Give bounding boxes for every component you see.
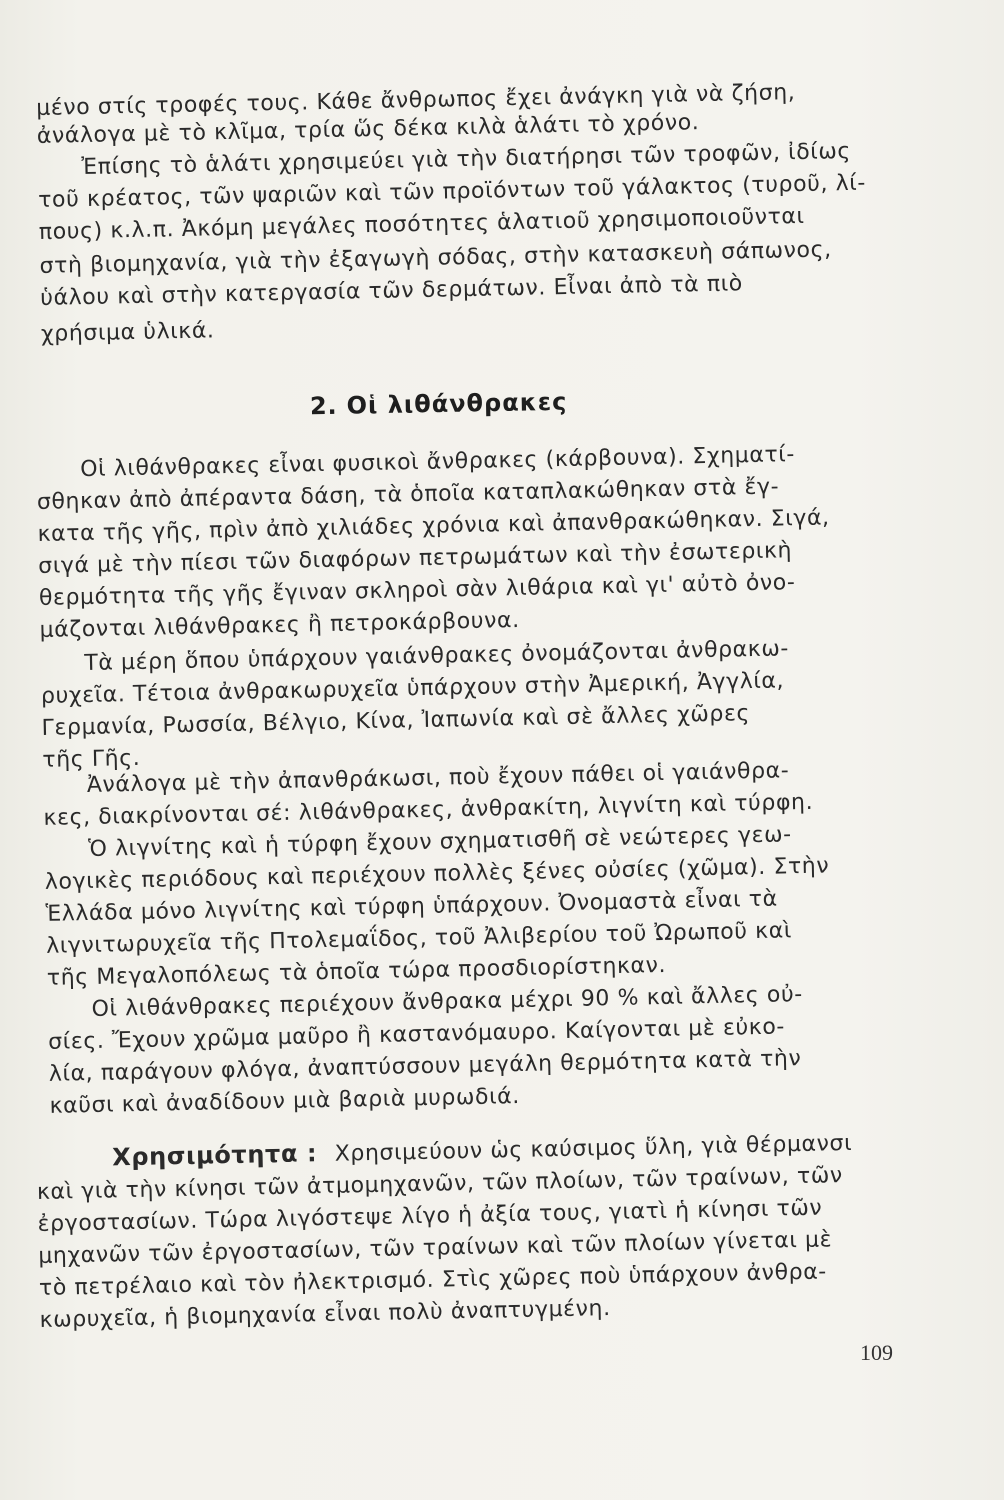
- text-line: μένο στίς τροφές τους. Κάθε ἄνθρωπος ἔχει ἀνάγκη γιὰ νὰ ζήση,: [36, 80, 796, 121]
- text-line: κωρυχεῖα, ἡ βιομηχανία εἶναι πολὺ ἀναπτυγμένη.: [39, 1296, 611, 1333]
- text-line: πους) κ.λ.π. Ἀκόμη μεγάλες ποσότητες ἁλατιοῦ χρησιμοποιοῦνται: [38, 203, 805, 245]
- section-title: Οἱ λιθάνθρακες: [346, 387, 568, 420]
- usefulness-paragraph: [36, 1128, 896, 1333]
- text-line: λογικὲς περιόδους καὶ περιέχουν πολλὲς ξένες οὐσίες (χῶμα). Στὴν: [44, 853, 830, 895]
- text-line: Γερμανία, Ρωσσία, Βέλγιο, Κίνα, Ἰαπωνία καὶ σὲ ἄλλες χῶρες: [41, 701, 751, 741]
- text-line: λία, παράγουν φλόγα, ἀναπτύσσουν μεγάλη θερμότητα κατὰ τὴν: [48, 1046, 802, 1087]
- text-line: σίες. Ἔχουν χρῶμα μαῦρο ἢ καστανόμαυρο. Καίγονται μὲ εὐκο-: [47, 1014, 786, 1055]
- text-line: καῦσι καὶ ἀναδίδουν μιὰ βαριὰ μυρωδιά.: [49, 1084, 521, 1119]
- text-line: χρήσιμα ὑλικά.: [40, 318, 215, 347]
- text-line: τῆς Γῆς.: [42, 745, 141, 773]
- section-heading: [310, 388, 568, 420]
- text-line: ἀνάλογα μὲ τὸ κλῖμα, τρία ὥς δέκα κιλὰ ἁλάτι τὸ χρόνο.: [36, 110, 700, 149]
- text-line: τὸ πετρέλαιο καὶ τὸν ἠλεκτρισμό. Στὶς χῶρες ποὺ ὑπάρχουν ἀνθρα-: [38, 1259, 828, 1301]
- text-line: θερμότητα τῆς γῆς ἔγιναν σκληροὶ σὰν λιθάρια καὶ γι' αὐτὸ ὀνο-: [38, 570, 796, 611]
- text-line: σθηκαν ἀπὸ ἀπέραντα δάση, τὰ ὁποῖα καταπλακώθηκαν στὰ ἔγ-: [36, 474, 780, 515]
- usefulness-first-line: Χρησιμεύουν ὡς καύσιμος ὕλη, γιὰ θέρμανσι: [334, 1130, 853, 1167]
- section-number: 2.: [309, 391, 338, 421]
- text-line: σιγά μὲ τὴν πίεσι τῶν διαφόρων πετρωμάτων καὶ τὴν ἐσωτερικὴ: [38, 538, 793, 579]
- text-line: τοῦ κρέατος, τῶν ψαριῶν καὶ τῶν προϊόντων τοῦ γάλακτος (τυροῦ, λί-: [37, 170, 867, 213]
- text-line: μηχανῶν τῶν ἐργοστασίων, τῶν τραίνων καὶ τῶν πλοίων γίνεται μὲ: [38, 1227, 833, 1269]
- text-line: καὶ γιὰ τὴν κίνησι τῶν ἀτμομηχανῶν, τῶν πλοίων, τῶν τραίνων, τῶν: [36, 1163, 843, 1205]
- text-line: λιγνιτωρυχεῖα τῆς Πτολεμαΐδος, τοῦ Ἀλιβερίου τοῦ Ὠρωποῦ καὶ: [45, 918, 793, 959]
- text-line: μάζονται λιθάνθρακες ἢ πετροκάρβουνα.: [39, 607, 520, 643]
- text-line: Οἱ λιθάνθρακες περιέχουν ἄνθρακα μέχρι 90 % καὶ ἄλλες οὐ-: [91, 982, 804, 1022]
- text-line: κες, διακρίνονται σέ: λιθάνθρακες, ἀνθρακίτη, λιγνίτη καὶ τύρφη.: [43, 789, 814, 831]
- text-line: Τὰ μέρη ὅπου ὑπάρχουν γαιάνθρακες ὀνομάζονται ἀνθρακω-: [84, 636, 790, 677]
- text-line: ἐργοστασίων. Τώρα λιγόστεψε λίγο ἡ ἀξία τους, γιατὶ ἡ κίνησι τῶν: [37, 1195, 823, 1237]
- text-line: ὑάλου καὶ στὴν κατεργασία τῶν δερμάτων. Εἶναι ἀπὸ τὰ πιὸ: [39, 271, 744, 311]
- top-paragraph: [36, 78, 896, 347]
- text-line: Ἀνάλογα μὲ τὴν ἀπανθράκωσι, ποὺ ἔχουν πάθει οἱ γαιάνθρα-: [86, 758, 790, 799]
- page-number: 109: [860, 1340, 893, 1365]
- text-line: κατα τῆς γῆς, πρὶν ἀπὸ χιλιάδες χρόνια καὶ ἀπανθρακώθηκαν. Σιγά,: [37, 505, 830, 547]
- text-line: Ἐπίσης τὸ ἁλάτι χρησιμεύει γιὰ τὴν διατήρησι τῶν τροφῶν, ἰδίως: [81, 138, 852, 181]
- usefulness-label: Χρησιμότητα :: [111, 1139, 318, 1172]
- text-line: τῆς Μεγαλοπόλεως τὰ ὁποῖα τώρα προσδιορίστηκαν.: [46, 952, 667, 991]
- text-line: ρυχεῖα. Τέτοια ἀνθρακωρυχεῖα ὑπάρχουν στὴν Ἀμερική, Ἀγγλία,: [40, 668, 785, 709]
- text-line: Ἑλλάδα μόνο λιγνίτης καὶ τύρφη ὑπάρχουν. Ὀνομαστὰ εἶναι τὰ: [45, 886, 778, 927]
- text-line: Οἱ λιθάνθρακες εἶναι φυσικοὶ ἄνθρακες (κάρβουνα). Σχηματί-: [79, 442, 796, 483]
- text-line: Ὁ λιγνίτης καὶ ἡ τύρφη ἔχουν σχηματισθῆ σὲ νεώτερες γεω-: [87, 822, 792, 862]
- main-body: [36, 440, 896, 1119]
- text-line: στὴ βιομηχανία, γιὰ τὴν ἐξαγωγὴ σόδας, στὴν κατασκευὴ σάπωνος,: [39, 237, 832, 279]
